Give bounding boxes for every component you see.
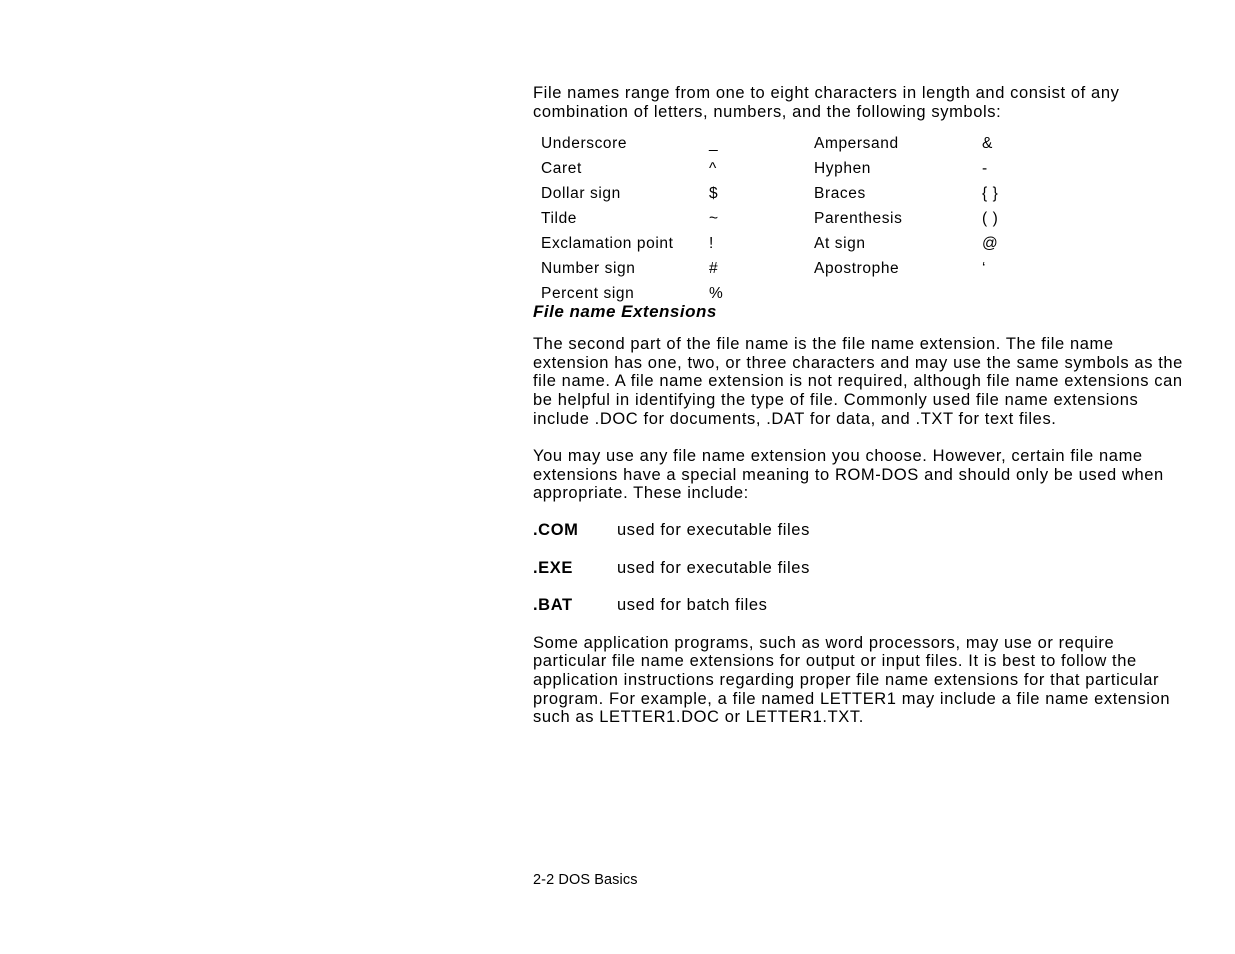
- symbol-char: ‘: [982, 260, 987, 278]
- symbol-char: -: [982, 160, 988, 178]
- section-heading: File name Extensions: [533, 302, 717, 322]
- table-row: [541, 257, 1042, 282]
- extension-item: [533, 559, 1193, 578]
- symbol-name: At sign: [814, 235, 866, 253]
- symbol-name: Exclamation point: [541, 235, 674, 253]
- page-footer: 2-2 DOS Basics: [533, 872, 638, 888]
- extension-item: [533, 596, 1193, 615]
- table-row: [541, 232, 1042, 257]
- special-extensions-paragraph: You may use any file name extension you choose. However, certain file name extensions have a special meaning to ROM-DOS and should only be used when appropriate. These include:: [533, 447, 1164, 503]
- extension-description: used for batch files: [617, 596, 768, 615]
- symbol-name: Underscore: [541, 135, 628, 153]
- symbol-name: Dollar sign: [541, 185, 621, 203]
- extension-description: used for executable files: [617, 520, 810, 539]
- symbol-char: %: [709, 285, 724, 303]
- table-row: [541, 207, 1042, 232]
- extension-item: [533, 521, 1193, 540]
- symbol-name: Tilde: [541, 210, 578, 228]
- symbol-char: _: [709, 135, 719, 153]
- symbol-name: Hyphen: [814, 160, 872, 178]
- application-paragraph: Some application programs, such as word processors, may use or require particular file name extensions for output or input files. It is best to follow the application instructions regarding proper file name extensions for that particular program. For example, a file named LETTER1 may include a file name extension such as LETTER1.DOC or LETTER1.TXT.: [533, 633, 1171, 727]
- symbol-char: &: [982, 135, 993, 153]
- extension-description: used for executable files: [617, 558, 810, 577]
- symbol-name: Number sign: [541, 260, 636, 278]
- table-row: [541, 157, 1042, 182]
- symbol-name: Braces: [814, 185, 866, 203]
- symbol-char: ^: [709, 160, 717, 178]
- symbol-name: Caret: [541, 160, 582, 178]
- extension-paragraph: The second part of the file name is the file name extension. The file name extension has one, two, or three characters and may use the same symbols as the file name. A file name extension is not required, although file name extensions can be helpful in identifying the type of file. Commonly used file name extensions include .DOC for documents, .DAT for data, and .TXT for text files.: [533, 335, 1183, 428]
- extension-name: .EXE: [533, 558, 574, 577]
- page-content: [533, 84, 1193, 727]
- symbol-name: Apostrophe: [814, 260, 900, 278]
- extension-name: .COM: [533, 520, 579, 539]
- symbol-name: Ampersand: [814, 135, 899, 153]
- symbol-char: @: [982, 235, 999, 253]
- table-row: [541, 182, 1042, 207]
- symbol-char: ~: [709, 210, 719, 228]
- intro-paragraph: File names range from one to eight characters in length and consist of any combination of letters, numbers, and the following symbols:: [533, 84, 1120, 121]
- symbol-char: ( ): [982, 210, 999, 228]
- symbol-name: Percent sign: [541, 285, 635, 303]
- symbol-table: [541, 132, 1042, 307]
- symbol-char: { }: [982, 185, 999, 203]
- symbol-name: Parenthesis: [814, 210, 903, 228]
- table-row: [541, 132, 1042, 157]
- symbol-char: $: [709, 185, 719, 203]
- symbol-char: #: [709, 260, 719, 278]
- symbol-char: !: [709, 235, 714, 253]
- extension-name: .BAT: [533, 596, 573, 615]
